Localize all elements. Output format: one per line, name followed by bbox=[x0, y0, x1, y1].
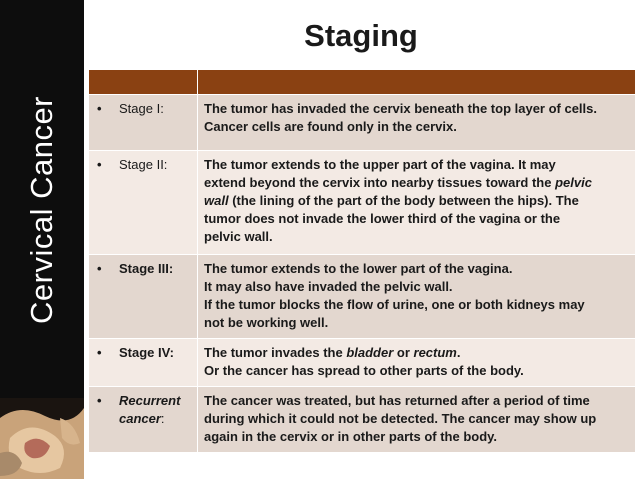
stage-label-line: Recurrent bbox=[119, 393, 181, 408]
bullet: • bbox=[97, 261, 102, 276]
italic-term: rectum bbox=[413, 345, 457, 360]
header-cell-stage bbox=[89, 70, 198, 95]
description-line: Or the cancer has spread to other parts of the body. bbox=[204, 363, 524, 378]
description-line: It may also have invaded the pelvic wall. bbox=[204, 279, 453, 294]
description-cell bbox=[198, 255, 636, 339]
stage-cell bbox=[89, 151, 198, 255]
description-line: not be working well. bbox=[204, 315, 329, 330]
description-line: The tumor extends to the lower part of the vagina. bbox=[204, 261, 513, 276]
sidebar-title: Cervical Cancer bbox=[24, 95, 59, 325]
description-line: during which it could not be detected. The cancer may show up bbox=[204, 411, 597, 426]
stage-label: Stage IV: bbox=[119, 345, 174, 360]
description-line: Cancer cells are found only in the cervix. bbox=[204, 119, 457, 134]
text-fragment: extend beyond the cervix into nearby tissues toward the bbox=[204, 175, 556, 190]
description-line: The tumor has invaded the cervix beneath the top layer of cells. bbox=[204, 101, 597, 116]
table-row bbox=[89, 95, 636, 151]
stage-cell bbox=[89, 95, 198, 151]
description-line bbox=[204, 192, 629, 210]
description-line bbox=[204, 174, 629, 192]
bullet: • bbox=[97, 345, 102, 360]
description-cell bbox=[198, 339, 636, 387]
bullet: • bbox=[97, 393, 102, 408]
stage-cell bbox=[89, 387, 198, 453]
page-title: Staging bbox=[304, 18, 418, 53]
stage-label-suffix: : bbox=[160, 411, 165, 426]
table-header-row bbox=[89, 70, 636, 95]
description-line: If the tumor blocks the flow of urine, one or both kidneys may bbox=[204, 297, 585, 312]
table-row bbox=[89, 339, 636, 387]
table-row bbox=[89, 255, 636, 339]
italic-term: bladder bbox=[346, 345, 394, 360]
sidebar bbox=[0, 0, 84, 479]
description-cell bbox=[198, 95, 636, 151]
description-line: pelvic wall. bbox=[204, 229, 273, 244]
stage-label-line: cancer bbox=[119, 411, 161, 426]
stage-label: Stage I: bbox=[119, 101, 164, 116]
description-line: The cancer was treated, but has returned after a period of time bbox=[204, 393, 590, 408]
text-fragment: (the lining of the part of the body between the hips). The bbox=[228, 193, 579, 208]
stage-cell bbox=[89, 255, 198, 339]
description-cell bbox=[198, 151, 636, 255]
description-line: tumor does not invade the lower third of the vagina or the bbox=[204, 211, 561, 226]
stage-label bbox=[119, 392, 180, 428]
anatomy-illustration bbox=[0, 398, 84, 479]
staging-table bbox=[88, 69, 636, 453]
italic-term: pelvic bbox=[555, 175, 592, 190]
stage-label: Stage III: bbox=[119, 261, 174, 276]
header-cell-description bbox=[198, 70, 636, 95]
table-row bbox=[89, 151, 636, 255]
text-fragment: or bbox=[393, 345, 414, 360]
stage-cell bbox=[89, 339, 198, 387]
description-line: The tumor extends to the upper part of the vagina. It may bbox=[204, 157, 556, 172]
stage-label: Stage II: bbox=[119, 157, 168, 172]
text-fragment: . bbox=[456, 345, 461, 360]
bullet: • bbox=[97, 101, 102, 116]
description-line: again in the cervix or in other parts of the body. bbox=[204, 429, 498, 444]
italic-term: wall bbox=[204, 193, 229, 208]
text-fragment: The tumor invades the bbox=[204, 345, 347, 360]
table-row bbox=[89, 387, 636, 453]
bullet: • bbox=[97, 157, 102, 172]
description-line bbox=[204, 344, 629, 362]
description-cell bbox=[198, 387, 636, 453]
